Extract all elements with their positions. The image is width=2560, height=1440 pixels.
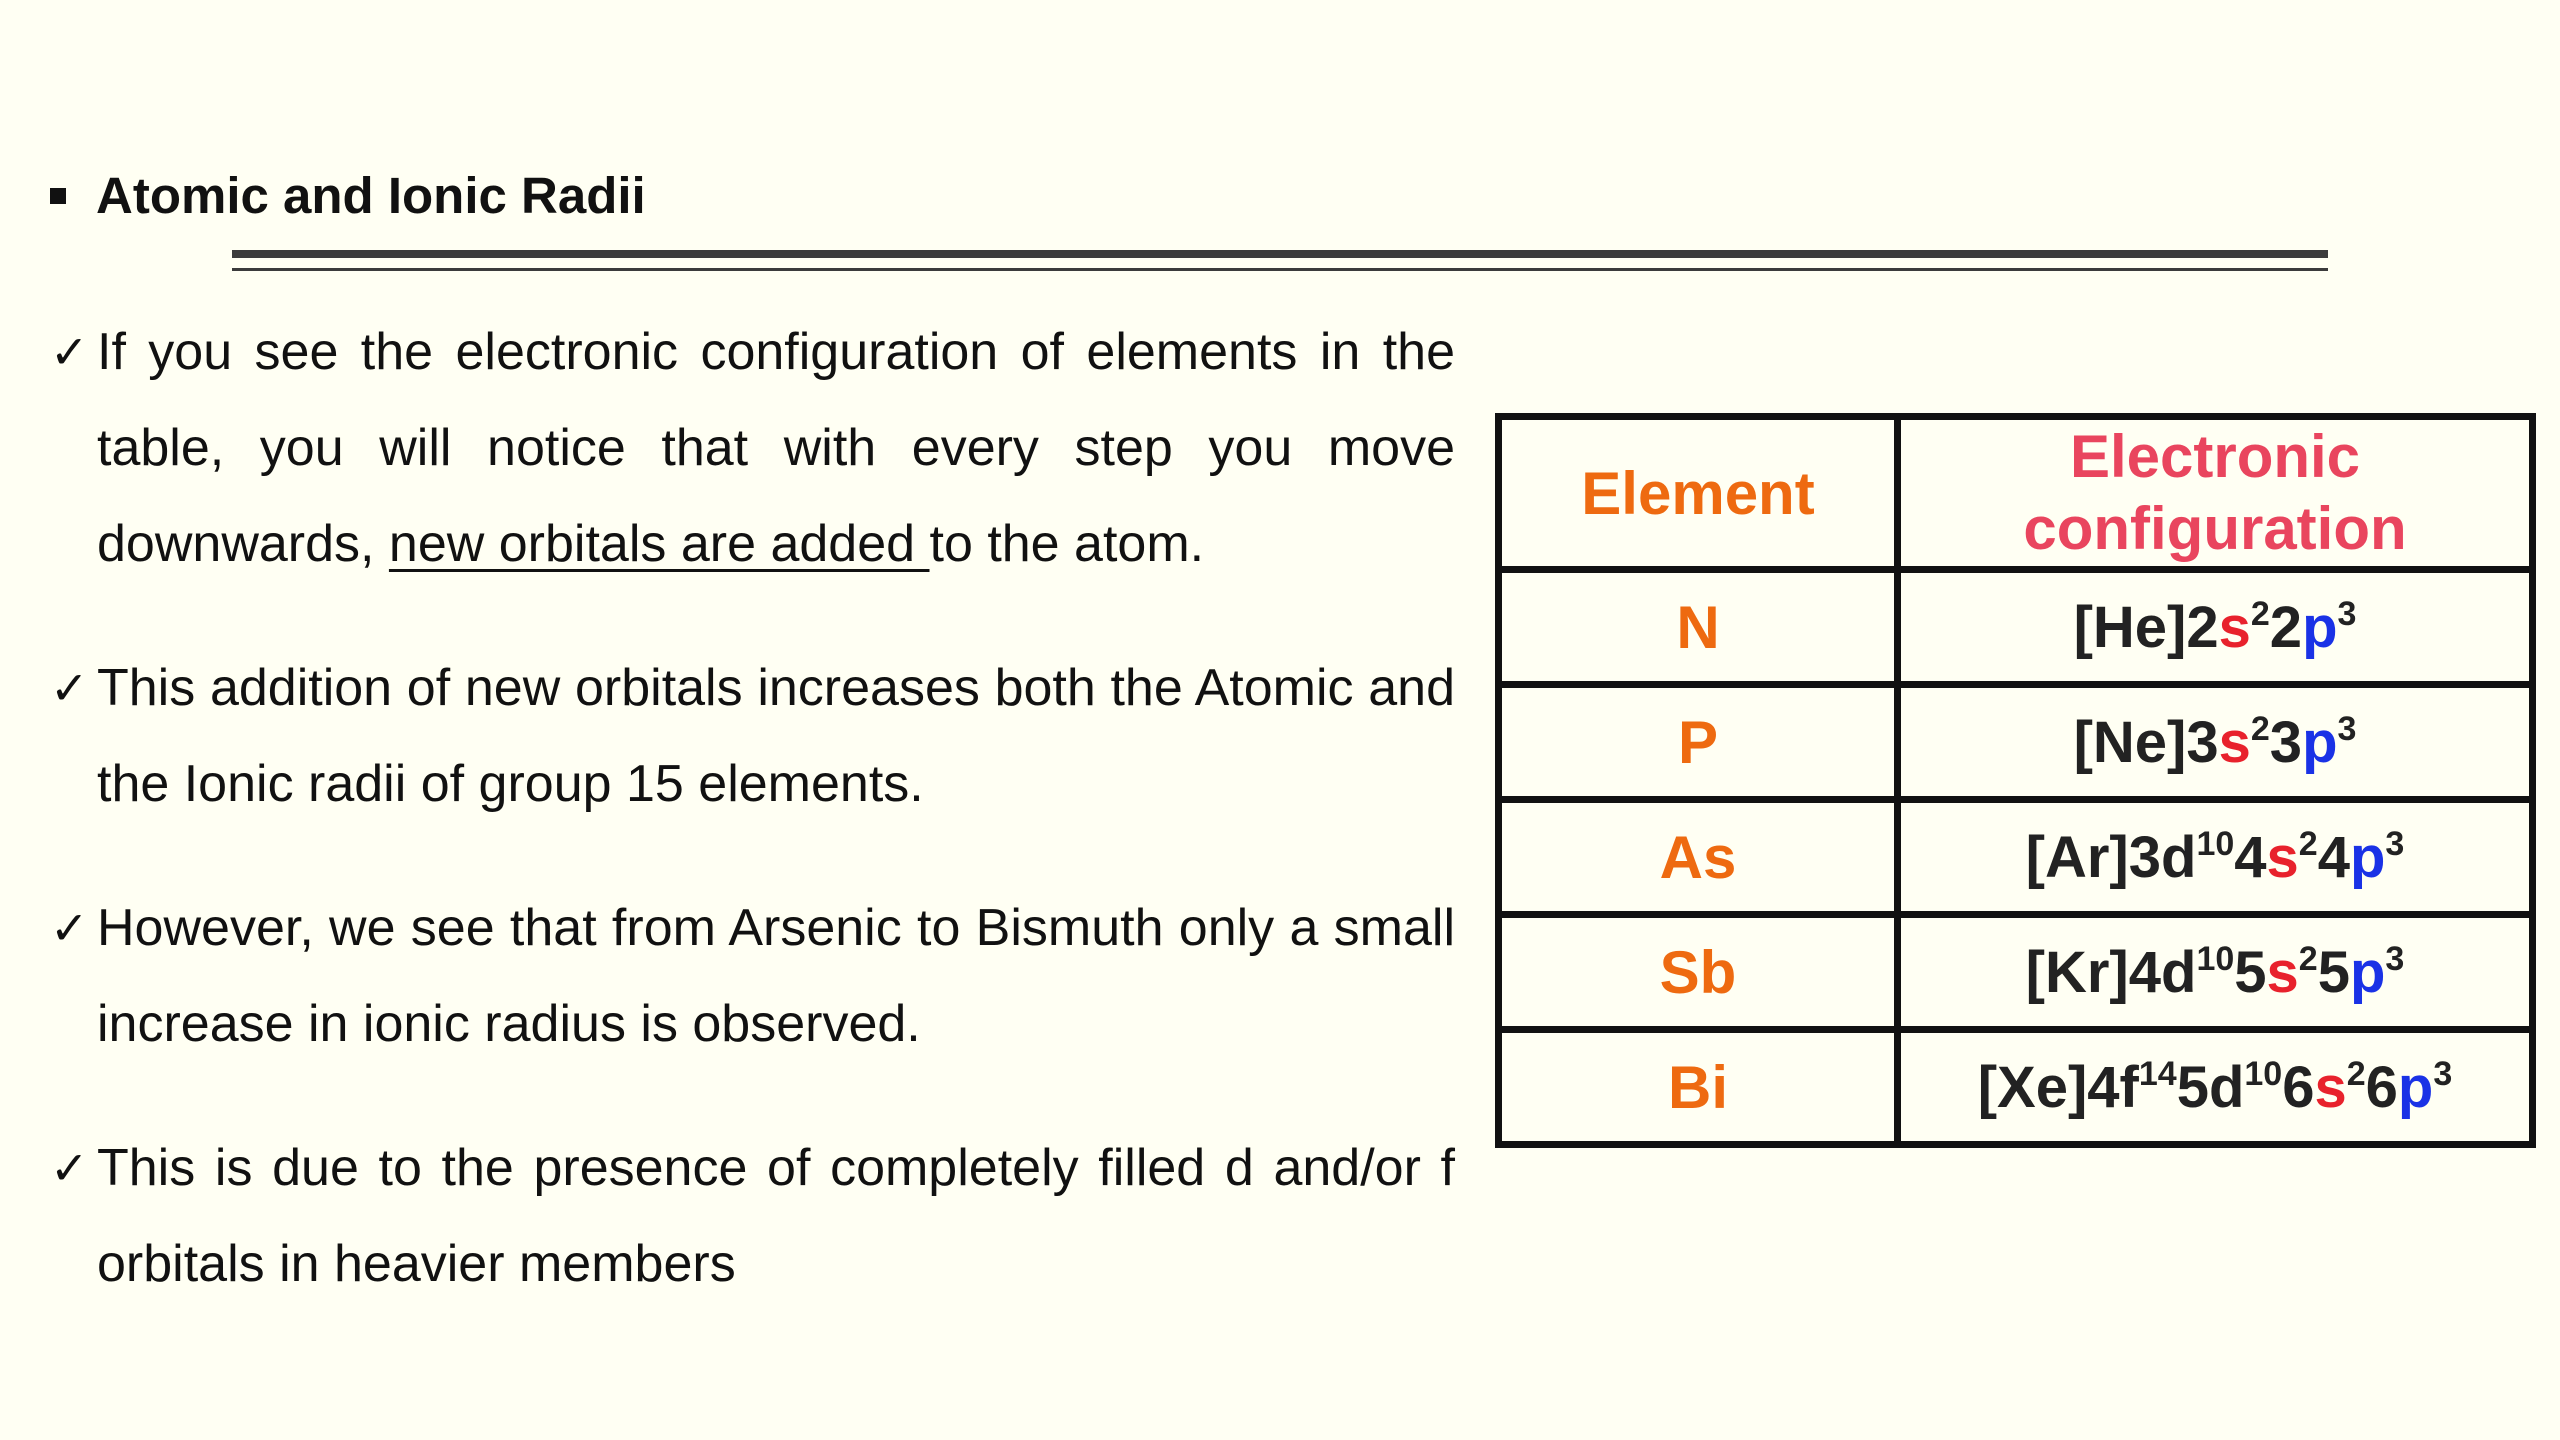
electron-count: 10	[2196, 939, 2235, 978]
bullet-paragraph-2	[50, 640, 1455, 832]
shell-label: 5	[2234, 939, 2267, 1005]
header-config-line-2: configuration	[2023, 495, 2407, 562]
electron-count: 2	[2250, 594, 2270, 633]
p-orbital: p	[2302, 709, 2338, 775]
shell-label: 2	[2269, 594, 2303, 660]
shell-label: 6	[2282, 1054, 2315, 1120]
shell-label: 4	[2317, 824, 2350, 890]
underlined-phrase: new orbitals are added	[388, 515, 930, 573]
check-icon: ✓	[50, 1141, 89, 1195]
shell-label: 4d	[2128, 939, 2197, 1005]
bullet-paragraph-3	[50, 880, 1455, 1072]
s-orbital: s	[2266, 824, 2299, 890]
electron-count: 10	[2244, 1054, 2283, 1093]
bullet-text-4: This is due to the presence of completely filled d and/or f orbitals in heavier members	[97, 1139, 1455, 1293]
electron-count: 3	[2433, 1054, 2453, 1093]
bullet-text-1-start: If you see the electronic configuration of elements in the table, you will notice that with every step you move downwards,	[97, 323, 1455, 573]
noble-gas-core: [Kr]	[2025, 939, 2129, 1005]
electron-count: 10	[2196, 824, 2235, 863]
noble-gas-core: [Ne]	[2073, 709, 2187, 775]
header-config-line-1: Electronic	[2069, 423, 2361, 490]
electron-config-table	[1495, 413, 2536, 1148]
element-symbol: Sb	[1499, 915, 1898, 1030]
s-orbital: s	[2218, 709, 2251, 775]
element-symbol: Bi	[1499, 1030, 1898, 1145]
check-icon: ✓	[50, 661, 89, 715]
check-icon: ✓	[50, 901, 89, 955]
shell-label: 5d	[2176, 1054, 2245, 1120]
electron-configuration	[1898, 570, 2533, 685]
shell-label: 4	[2234, 824, 2267, 890]
electron-count: 3	[2337, 709, 2357, 748]
header-electronic-configuration	[1898, 417, 2533, 570]
p-orbital: p	[2349, 824, 2386, 890]
electron-count: 3	[2337, 594, 2357, 633]
shell-label: 3d	[2128, 824, 2197, 890]
electron-count: 14	[2138, 1054, 2177, 1093]
table-row	[1499, 915, 2533, 1030]
shell-label: 2	[2186, 594, 2219, 660]
bullet-text-1	[97, 304, 1455, 592]
heading-rule-thick	[232, 250, 2328, 258]
s-orbital: s	[2314, 1054, 2347, 1120]
bullet-paragraph-4	[50, 1120, 1455, 1312]
bullet-text-1-end: to the atom.	[929, 515, 1205, 573]
bullet-text-2: This addition of new orbitals increases both the Atomic and the Ionic radii of group 15 elements.	[97, 659, 1455, 813]
element-symbol: N	[1499, 570, 1898, 685]
table-row	[1499, 800, 2533, 915]
noble-gas-core: [Xe]	[1977, 1054, 2088, 1120]
shell-label: 3	[2186, 709, 2219, 775]
p-orbital: p	[2349, 939, 2386, 1005]
p-orbital: p	[2397, 1054, 2434, 1120]
section-heading	[50, 167, 646, 224]
electron-count: 3	[2385, 939, 2405, 978]
bullet-paragraph-1	[50, 304, 1455, 592]
table-row	[1499, 1030, 2533, 1145]
s-orbital: s	[2266, 939, 2299, 1005]
shell-label: 4f	[2087, 1054, 2139, 1120]
electron-count: 2	[2346, 1054, 2366, 1093]
square-bullet-icon	[50, 188, 66, 204]
heading-rule-thin	[232, 268, 2328, 271]
electron-configuration	[1898, 685, 2533, 800]
electron-configuration	[1898, 915, 2533, 1030]
shell-label: 3	[2269, 709, 2303, 775]
heading-title: Atomic and Ionic Radii	[96, 167, 646, 224]
table-row	[1499, 570, 2533, 685]
electron-configuration	[1898, 800, 2533, 915]
header-element: Element	[1499, 417, 1898, 570]
electron-count: 3	[2385, 824, 2405, 863]
noble-gas-core: [He]	[2073, 594, 2187, 660]
noble-gas-core: [Ar]	[2025, 824, 2129, 890]
shell-label: 6	[2365, 1054, 2398, 1120]
s-orbital: s	[2218, 594, 2251, 660]
element-symbol: As	[1499, 800, 1898, 915]
table-row	[1499, 685, 2533, 800]
electron-count: 2	[2298, 939, 2318, 978]
electron-count: 2	[2250, 709, 2270, 748]
table-body	[1499, 570, 2533, 1145]
electron-count: 2	[2298, 824, 2318, 863]
element-symbol: P	[1499, 685, 1898, 800]
shell-label: 5	[2317, 939, 2350, 1005]
bullet-text-3: However, we see that from Arsenic to Bismuth only a small increase in ionic radius is observed.	[97, 899, 1455, 1053]
check-icon: ✓	[50, 325, 89, 379]
p-orbital: p	[2302, 594, 2338, 660]
electron-configuration	[1898, 1030, 2533, 1145]
table-header-row	[1499, 417, 2533, 570]
